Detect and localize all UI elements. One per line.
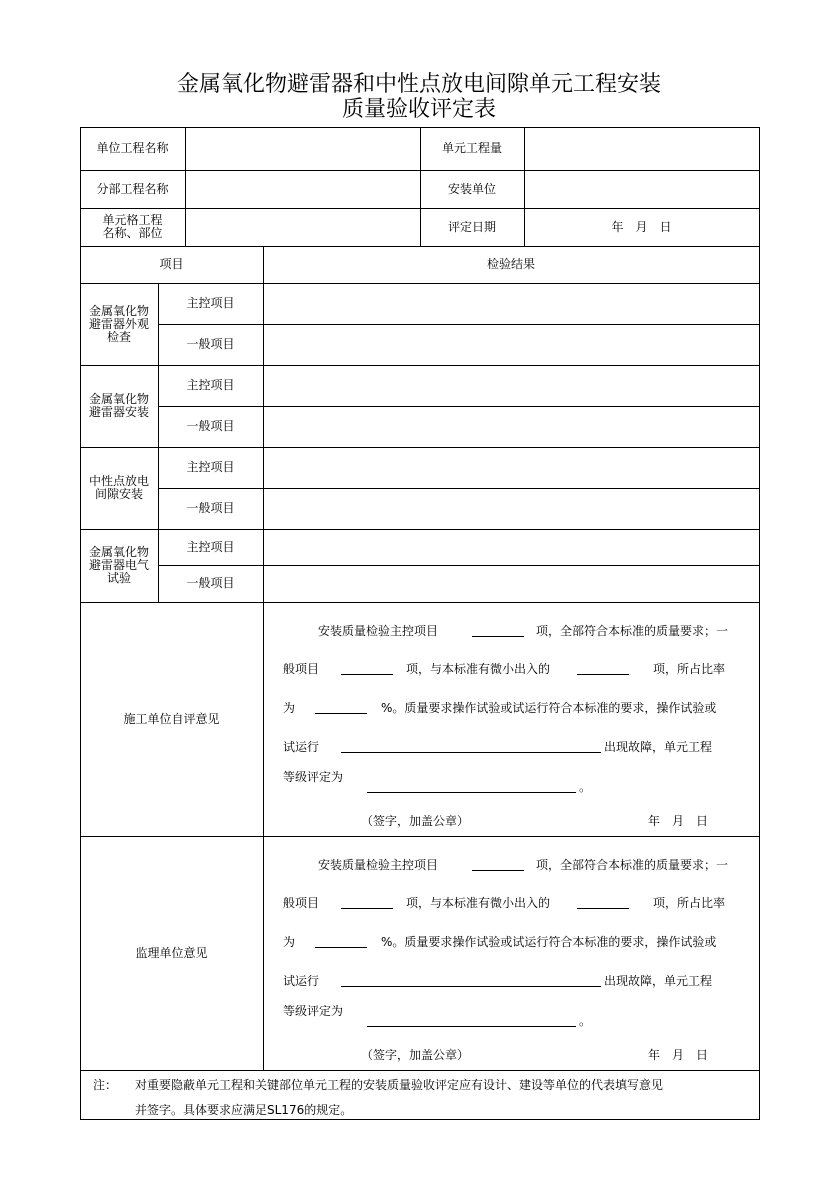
- division-field[interactable]: [185, 170, 420, 208]
- blank-field[interactable]: [341, 986, 601, 987]
- general-item-label: 一般项目: [186, 576, 235, 590]
- supervisor-opinion-label: 监理单位意见: [135, 945, 208, 960]
- contractor-opinion-label: 施工单位自评意见: [123, 711, 220, 726]
- result-header: 检验结果: [486, 257, 535, 271]
- eval-date-field[interactable]: 年 月 日: [611, 219, 672, 234]
- blank-field[interactable]: [341, 908, 393, 909]
- main-item-label: 主控项目: [186, 460, 235, 474]
- blank-field[interactable]: [472, 636, 524, 637]
- form-title-line2: 质量验收评定表: [341, 97, 496, 122]
- unit-project-label: 单位工程名称: [96, 141, 169, 155]
- blank-field[interactable]: [315, 713, 367, 714]
- contractor-opinion-text: 安装质量检验主控项目 项，全部符合本标准的质量要求；一 般项目 项，与本标准有微小出入的 项，所占比率 为 %。质量要求操作试验或试运行符合本标准的要求，操作试验或 试运行 出现故障，单元工程 等级评定为 。 （签字，加盖公章） 年 月 日: [283, 624, 729, 828]
- note-label: 注：: [93, 1078, 118, 1092]
- note-line2: 并签字。具体要求应满足SL176的规定。: [135, 1103, 353, 1117]
- blank-field[interactable]: [577, 908, 629, 909]
- cell-field[interactable]: [185, 208, 420, 246]
- unit-project-field[interactable]: [185, 127, 420, 170]
- main-item-label: 主控项目: [186, 296, 235, 310]
- blank-field[interactable]: [341, 674, 393, 675]
- cell-label: 单元格工程 名称、部位: [102, 213, 163, 240]
- supervisor-opinion-text: 安装质量检验主控项目 项，全部符合本标准的质量要求；一 般项目 项，与本标准有微小出入的 项，所占比率 为 %。质量要求操作试验或试运行符合本标准的要求，操作试验或 试运行 出现故障，单元工程 等级评定为 。 （签字，加盖公章） 年 月 日: [283, 858, 729, 1062]
- item-header: 项目: [159, 257, 184, 271]
- group-name: 金属氧化物避雷器电气试验: [88, 545, 149, 585]
- division-label: 分部工程名称: [96, 181, 169, 196]
- form-title-line1: 金属氧化物避雷器和中性点放电间隙单元工程安装: [176, 72, 661, 97]
- general-item-label: 一般项目: [186, 337, 235, 351]
- group-name: 金属氧化物避雷器安装: [88, 392, 149, 419]
- blank-field[interactable]: [577, 674, 629, 675]
- unit-quantity-field[interactable]: [524, 127, 759, 170]
- blank-field[interactable]: [367, 1026, 576, 1027]
- install-unit-label: 安装单位: [447, 181, 496, 196]
- blank-field[interactable]: [472, 870, 524, 871]
- main-item-label: 主控项目: [186, 378, 235, 392]
- eval-date-label: 评定日期: [447, 219, 496, 234]
- group-name: 金属氧化物避雷器外观检查: [88, 303, 149, 344]
- blank-field[interactable]: [315, 947, 367, 948]
- blank-field[interactable]: [341, 752, 601, 753]
- main-item-label: 主控项目: [186, 539, 235, 554]
- group-name: 中性点放电间隙安装: [88, 474, 149, 501]
- note-line1: 对重要隐蔽单元工程和关键部位单元工程的安装质量验收评定应有设计、建设等单位的代表填写意见: [135, 1078, 664, 1092]
- general-item-label: 一般项目: [186, 501, 235, 515]
- general-item-label: 一般项目: [186, 419, 235, 433]
- unit-quantity-label: 单元工程量: [441, 141, 502, 155]
- blank-field[interactable]: [367, 792, 576, 793]
- install-unit-field[interactable]: [524, 170, 759, 208]
